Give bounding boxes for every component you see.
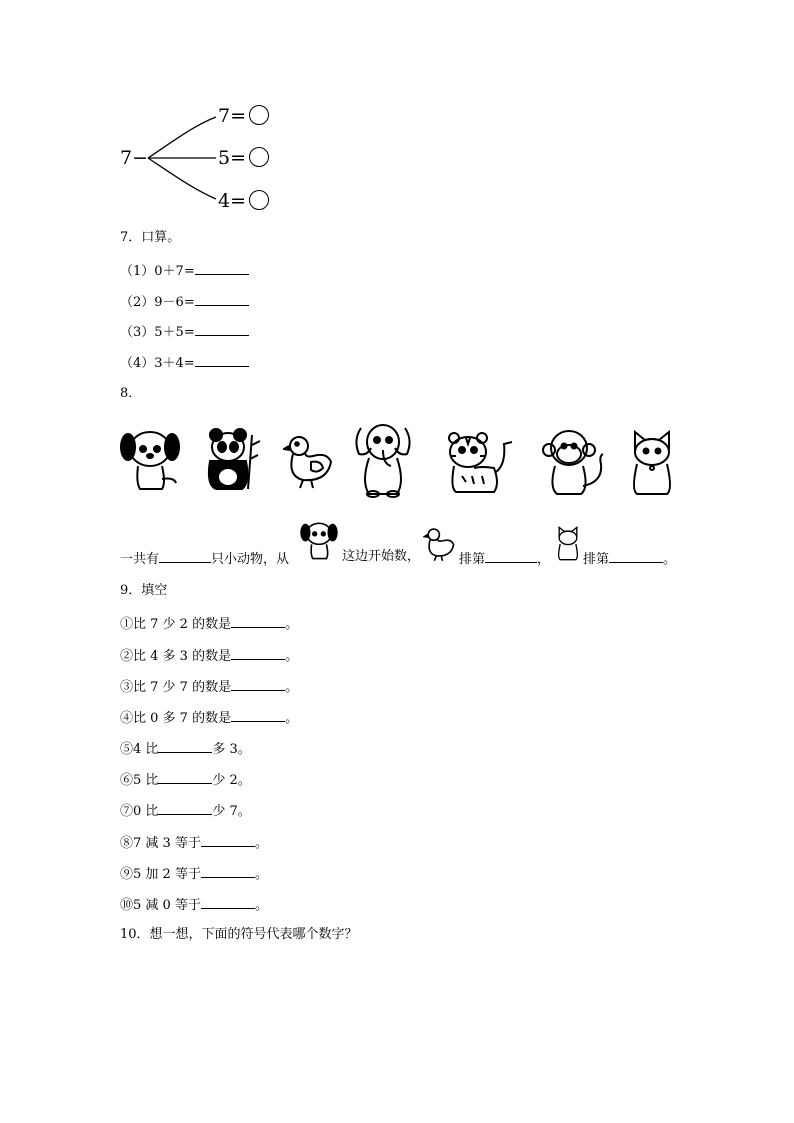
answer-blank[interactable] xyxy=(195,321,249,336)
q9-title: 9．填空 xyxy=(120,583,168,598)
dog-small-icon xyxy=(299,519,339,561)
chick-small-icon xyxy=(423,526,457,562)
answer-circle-3[interactable] xyxy=(249,190,269,210)
q9-item-9: ⑨5 加 2 等于 。 xyxy=(120,863,268,884)
cat-icon xyxy=(627,428,677,496)
q9-item-10: ⑩5 减 0 等于 。 xyxy=(120,894,268,915)
answer-blank[interactable] xyxy=(158,800,212,815)
q9-item-8: ⑧7 减 3 等于 。 xyxy=(120,832,268,853)
answer-blank[interactable] xyxy=(195,352,249,367)
tree-lines xyxy=(140,100,230,210)
q9-item-2: ②比 4 多 3 的数是 。 xyxy=(120,645,298,666)
monkey-icon xyxy=(541,426,605,498)
q10-title: 10．想一想，下面的符号代表哪个数字？ xyxy=(120,927,358,942)
q8-sentence-2: 这边开始数， xyxy=(342,549,421,564)
chick-position-blank[interactable] xyxy=(485,548,537,563)
answer-blank[interactable] xyxy=(158,738,212,753)
q8-sentence-4: 排第 。 xyxy=(583,548,676,569)
dog-icon xyxy=(118,425,182,493)
answer-blank[interactable] xyxy=(201,863,255,878)
tree-branch-3: 4= xyxy=(218,190,269,212)
q9-item-7: ⑦0 比 少 7。 xyxy=(120,800,251,821)
tree-branch-1: 7= xyxy=(218,105,269,127)
q9-item-4: ④比 0 多 7 的数是 。 xyxy=(120,707,298,728)
answer-blank[interactable] xyxy=(195,291,249,306)
q7-item-4: （4）3＋4= xyxy=(120,352,249,373)
total-animals-blank[interactable] xyxy=(159,548,211,563)
answer-blank[interactable] xyxy=(231,707,285,722)
answer-blank[interactable] xyxy=(195,260,249,275)
answer-blank[interactable] xyxy=(231,613,285,628)
q8-sentence: 一共有 只小动物，从 xyxy=(120,548,289,569)
elephant-icon xyxy=(351,420,415,500)
q7-item-2: （2）9－6= xyxy=(120,291,249,312)
chick-icon xyxy=(283,432,335,490)
q7-title: 7．口算。 xyxy=(120,230,181,245)
answer-blank[interactable] xyxy=(231,676,285,691)
answer-blank[interactable] xyxy=(158,769,212,784)
q8-sentence-3: 排第 ， xyxy=(459,548,550,569)
panda-icon xyxy=(202,425,262,493)
q7-item-1: （1）0＋7= xyxy=(120,260,249,281)
cat-position-blank[interactable] xyxy=(609,548,663,563)
q9-item-3: ③比 7 少 7 的数是 。 xyxy=(120,676,298,697)
answer-blank[interactable] xyxy=(201,894,255,909)
tiger-icon xyxy=(442,428,518,496)
q8-title: 8． xyxy=(120,386,142,401)
cat-small-icon xyxy=(555,524,581,562)
answer-blank[interactable] xyxy=(201,832,255,847)
tree-root: 7− xyxy=(120,147,149,169)
q9-item-6: ⑥5 比 少 2。 xyxy=(120,769,251,790)
answer-blank[interactable] xyxy=(231,645,285,660)
q9-item-1: ①比 7 少 2 的数是 。 xyxy=(120,613,298,634)
tree-branch-2: 5= xyxy=(218,147,269,169)
q7-item-3: （3）5＋5= xyxy=(120,321,249,342)
q9-item-5: ⑤4 比 多 3。 xyxy=(120,738,251,759)
answer-circle-1[interactable] xyxy=(249,105,269,125)
answer-circle-2[interactable] xyxy=(249,147,269,167)
